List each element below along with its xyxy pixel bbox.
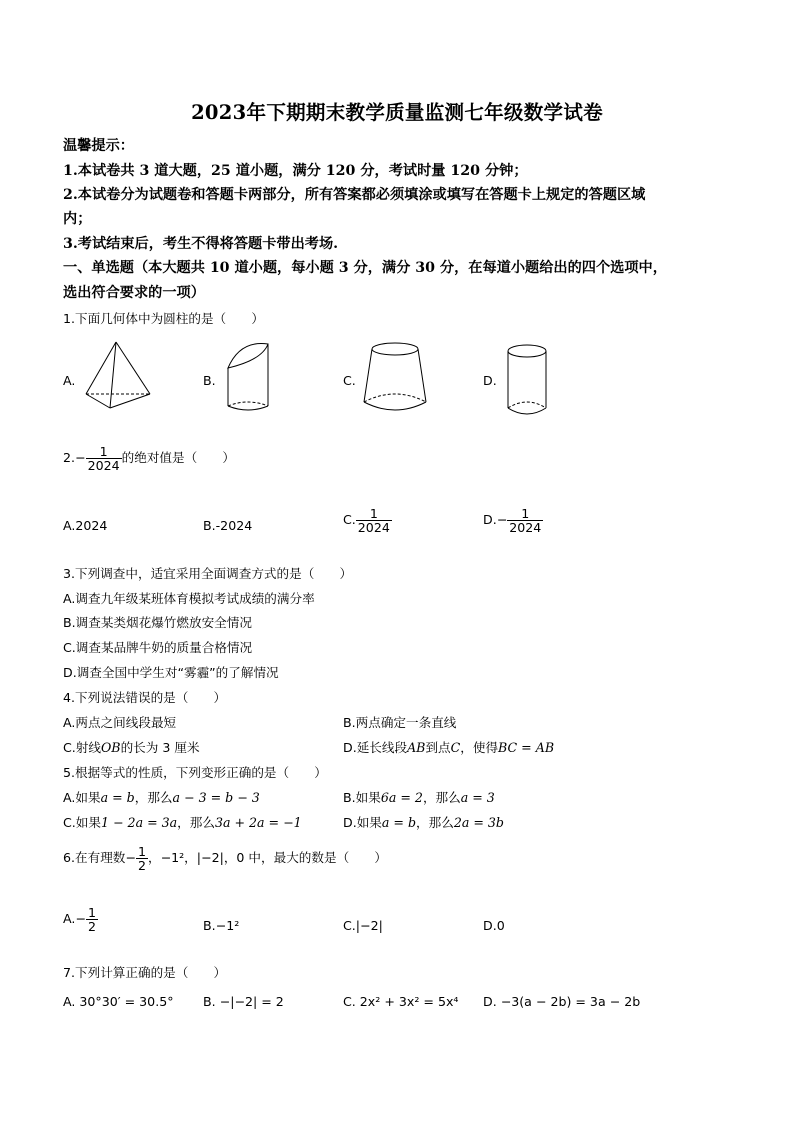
q5-option-a [63,787,260,806]
q5-c-text1: C.如果 [63,815,101,830]
section1-heading-line2: 选出符合要求的一项） [63,285,205,301]
q2-option-d [483,507,543,534]
q6-suffix: ，−1²，|−2|，0 中，最大的数是（ ） [147,850,387,866]
q6-option-a [63,906,98,933]
q6-option-a-numerator: 1 [87,905,96,920]
tips-line-1: 1.本试卷共 3 道大题，25 道小题，满分 120 分，考试时量 120 分钟； [63,163,528,179]
pyramid-figure [82,338,154,418]
q2-option-c-numerator: 1 [369,506,378,521]
q5-a-text2: ，那么 [134,790,173,805]
q2-option-c-denominator: 2024 [357,520,390,536]
tips-line-3: 3.考试结束后，考生不得将答题卡带出考场. [63,236,339,252]
q4-d-var2: C [450,740,461,755]
q5-b-cond: 6a = 2 [380,790,423,805]
q2-option-d-label: D.− [483,512,508,528]
q6-denominator: 2 [137,858,146,874]
q5-d-result: 2a = 3b [453,815,504,830]
q4-option-d [343,737,554,756]
q2-fraction [86,445,122,472]
q7-option-d: D. −3(a − 2b) = 3a − 2b [483,994,641,1009]
q4-option-c [63,737,200,756]
q1-stem: 1.下面几何体中为圆柱的是（ ） [63,311,264,326]
q5-stem: 5.根据等式的性质，下列变形正确的是（ ） [63,765,327,780]
q2-option-d-numerator: 1 [521,506,530,521]
q2-suffix: 的绝对值是（ ） [121,450,235,466]
q5-option-d [343,812,504,831]
tips-heading: 温馨提示： [63,138,134,154]
q3-stem: 3.下列调查中，适宜采用全面调查方式的是（ ） [63,566,353,581]
q1-option-d-label: D. [483,373,497,388]
q4-d-var1: AB [407,740,426,755]
q7-option-a: A. 30°30′ = 30.5° [63,994,174,1009]
q6-option-c: C.|−2| [343,918,383,933]
tips-line-2b: 内； [63,211,92,227]
q4-option-a: A.两点之间线段最短 [63,715,177,730]
q4-d-eq: BC = AB [498,740,555,755]
q6-fraction [136,845,148,872]
cylinder-figure [503,338,553,418]
q4-c-var: OB [100,740,121,755]
q6-numerator: 1 [137,844,146,859]
q6-prefix: 6.在有理数− [63,850,136,866]
q4-d-text1: D.延长线段 [343,740,408,755]
q2-option-a: A.2024 [63,518,108,533]
q2-option-c-fraction [356,507,392,534]
frustum-figure [360,338,430,418]
q6-option-a-label: A.− [63,911,86,927]
q5-a-text1: A.如果 [63,790,101,805]
q5-d-cond: a = b [381,815,417,830]
q1-option-b-label: B. [203,373,216,388]
q7-option-b: B. −|−2| = 2 [203,994,284,1009]
q6-option-a-fraction [86,906,98,933]
q3-option-d: D.调查全国中学生对“雾霾”的了解情况 [63,665,279,680]
q4-d-text2: 到点 [425,740,451,755]
q2-option-c-label: C. [343,512,356,528]
q5-c-cond: 1 − 2a = 3a [100,815,178,830]
q1-option-c-label: C. [343,373,356,388]
q6-option-d: D.0 [483,918,505,933]
exam-title: 2023年下期期末教学质量监测七年级数学试卷 [191,101,603,124]
q1-option-a-label: A. [63,373,76,388]
q5-b-result: a = 3 [460,790,495,805]
section1-heading-line1: 一、单选题（本大题共 10 道小题，每小题 3 分，满分 30 分，在每道小题给出的四个选项中， [63,260,667,276]
q6-option-a-denominator: 2 [87,919,96,935]
q3-option-b: B.调查某类烟花爆竹燃放安全情况 [63,615,252,630]
q2-denominator: 2024 [87,458,120,474]
q3-option-c: C.调查某品牌牛奶的质量合格情况 [63,640,253,655]
q2-option-c [343,507,392,534]
q5-b-text2: ，那么 [422,790,461,805]
q7-option-c: C. 2x² + 3x² = 5x⁴ [343,994,459,1009]
q6-stem [63,845,387,872]
q4-option-b: B.两点确定一条直线 [343,715,457,730]
q4-stem: 4.下列说法错误的是（ ） [63,690,227,705]
q7-stem: 7.下列计算正确的是（ ） [63,965,227,980]
q5-a-result: a − 3 = b − 3 [172,790,260,805]
tips-line-2a: 2.本试卷分为试题卷和答题卡两部分，所有答案都必须填涂或填写在答题卡上规定的答题区域 [63,187,646,203]
q2-option-d-denominator: 2024 [509,520,542,536]
q5-a-cond: a = b [100,790,135,805]
q2-stem [63,445,235,472]
q5-option-b [343,787,495,806]
q2-numerator: 1 [99,444,108,459]
oblique-cylinder-figure [222,338,282,418]
q5-b-text1: B.如果 [343,790,381,805]
q5-option-c [63,812,302,831]
q5-d-text2: ，那么 [416,815,454,830]
q5-d-text1: D.如果 [343,815,382,830]
q5-c-result: 3a + 2a = −1 [214,815,302,830]
q2-option-d-fraction [507,507,543,534]
q4-d-text3: ，使得 [460,740,499,755]
q5-c-text2: ，那么 [177,815,215,830]
q4-c-text1: C.射线 [63,740,101,755]
q4-c-text2: 的长为 3 厘米 [120,740,200,755]
q2-option-b: B.-2024 [203,518,253,533]
q2-prefix: 2.− [63,450,86,466]
q6-option-b: B.−1² [203,918,240,933]
q3-option-a: A.调查九年级某班体育模拟考试成绩的满分率 [63,591,315,606]
